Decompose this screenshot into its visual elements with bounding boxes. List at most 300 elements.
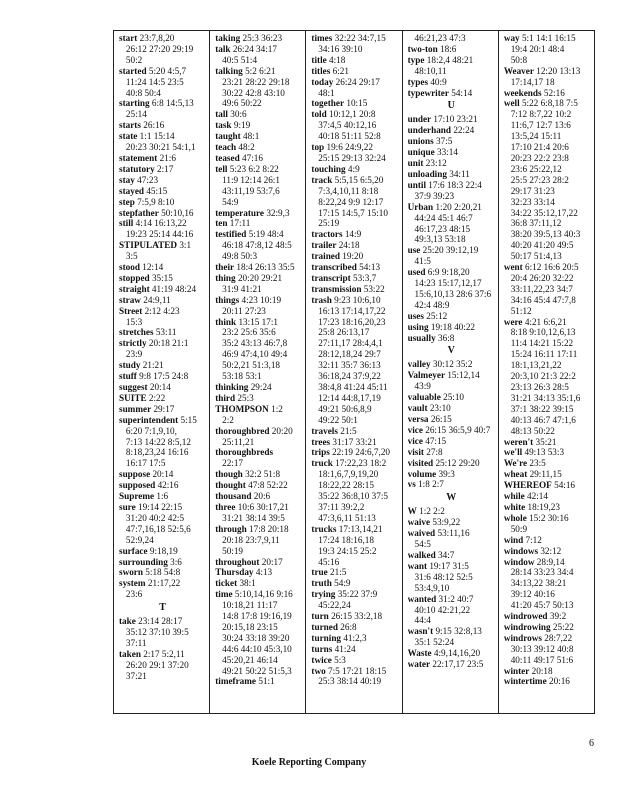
index-word: told — [311, 109, 327, 120]
index-references: 35:1 52:24 — [414, 637, 455, 648]
index-entry — [311, 360, 398, 371]
index-entry — [504, 600, 591, 611]
index-entry — [311, 229, 398, 240]
index-entry — [504, 622, 591, 633]
index-entry — [119, 502, 206, 513]
index-references: 48:10,11 — [414, 65, 447, 76]
index-entry — [119, 327, 206, 338]
index-entry — [119, 251, 206, 262]
index-references: 31:21 34:13 35:1,6 — [510, 392, 581, 403]
index-word: thoroughbred — [215, 425, 270, 436]
index-references: 20:6 — [253, 491, 271, 502]
index-references: 14:23 15:17,12,17 — [414, 278, 482, 289]
index-word: time — [215, 589, 233, 600]
index-word: trees — [311, 436, 331, 447]
index-references: 17:24 18:16,18 — [318, 534, 374, 545]
index-word: still — [119, 218, 134, 229]
index-references: 27:11,17 28:4,4,1 — [318, 338, 383, 349]
index-references: 35:22 37:9 — [337, 589, 378, 600]
index-word: wasn't — [407, 626, 434, 637]
index-entry — [408, 147, 495, 158]
index-entry — [215, 393, 302, 404]
index-references: 38:1 — [239, 578, 256, 589]
index-references: 41:20 45:7 50:13 — [510, 600, 574, 611]
index-references: 1:8 2:7 — [418, 479, 444, 490]
index-references: 40:8 50:4 — [125, 87, 161, 98]
index-entry — [408, 125, 495, 136]
index-entry — [119, 197, 206, 208]
index-word: stayed — [119, 185, 145, 196]
index-entry — [504, 557, 591, 568]
index-references: 38:4,8 41:24 45:11 — [318, 382, 388, 392]
index-references: 42:16 — [157, 480, 179, 491]
index-entry — [311, 589, 398, 600]
index-word: typewriter — [407, 87, 449, 98]
index-references: 17:10 21:4 20:6 — [510, 142, 569, 153]
index-entry — [311, 208, 398, 219]
index-references: 32:9,3 — [266, 207, 290, 218]
index-word: turning — [311, 632, 342, 643]
index-word: used — [407, 267, 426, 278]
index-word: thing — [215, 272, 236, 283]
index-entry — [504, 513, 591, 524]
index-word: Supreme — [119, 491, 155, 502]
index-word: top — [311, 142, 325, 153]
index-references: 5:19 48:4 — [248, 229, 284, 240]
index-references: 31:21 38:14 39:5 — [222, 512, 285, 523]
index-entry — [504, 229, 591, 240]
index-entry — [408, 267, 495, 278]
index-references: 39:12 40:16 — [510, 589, 555, 600]
index-entry — [311, 437, 398, 448]
index-word: stretches — [119, 327, 154, 338]
index-entry — [311, 153, 398, 164]
index-references: 5:23 6:2 8:22 — [229, 163, 279, 174]
index-references: 19:14 22:15 — [137, 501, 183, 512]
index-references: 11:6,7 12:7 13:6 — [510, 120, 571, 131]
index-references: 29:24 — [250, 382, 272, 392]
index-entry — [408, 469, 495, 480]
index-references: 4:9,14,16,20 — [433, 648, 481, 659]
index-entry — [215, 535, 302, 546]
index-references: 9:23 10:6,10 — [334, 294, 381, 305]
index-references: 34:22 35:12,17,22 — [510, 207, 578, 218]
index-references: 50:9 — [510, 523, 528, 534]
index-references: 46:21,23 47:3 — [414, 33, 466, 43]
index-word: volume — [407, 468, 437, 479]
index-references: 2:22 — [148, 392, 166, 403]
index-references: 6:20 7:1,9,10, — [125, 425, 177, 436]
index-word: usually — [407, 332, 436, 343]
index-entry — [215, 120, 302, 131]
index-references: 13:5,24 15:11 — [510, 131, 562, 142]
index-entry — [311, 164, 398, 175]
section-letter: T — [159, 602, 166, 614]
index-references: 38:20 39:5,13 40:3 — [510, 229, 581, 240]
index-references: 44:4 — [414, 615, 431, 626]
index-word: vault — [407, 403, 428, 414]
page-number: 6 — [589, 738, 594, 749]
index-entry — [408, 180, 495, 191]
index-entry — [504, 208, 591, 219]
index-entry — [215, 273, 302, 284]
index-references: 22:17,17 23:5 — [432, 659, 484, 670]
index-word: Street — [119, 305, 143, 316]
index-references: 45:20,21 46:14 — [222, 654, 278, 665]
index-references: 25:5 27:23 28:2 — [510, 174, 569, 185]
index-entry — [311, 88, 398, 99]
index-entry — [311, 338, 398, 349]
index-references: 44:24 45:1 46:7 — [414, 212, 473, 223]
index-word: versa — [407, 414, 429, 424]
index-references: 48:1 — [243, 131, 260, 142]
index-entry — [504, 284, 591, 295]
index-word: THOMPSON — [215, 403, 269, 414]
index-references: 24:18 — [338, 240, 360, 251]
index-entry — [311, 109, 398, 120]
index-references: 20:17 — [261, 556, 283, 567]
index-word: STIPULATED — [119, 240, 178, 251]
index-entry — [215, 371, 302, 382]
index-entry — [504, 404, 591, 415]
section-letter: W — [446, 492, 457, 504]
index-entry — [311, 131, 398, 142]
index-references: 18:1,6,7,9,19,20 — [318, 469, 379, 480]
index-word: think — [215, 316, 237, 327]
index-entry — [408, 615, 495, 626]
index-entry — [215, 306, 302, 317]
index-references: 49:6 50:22 — [222, 98, 262, 109]
index-references: 1:1 15:14 — [139, 131, 175, 142]
index-references: 23:21 28:22 29:18 — [222, 76, 290, 87]
index-entry — [215, 164, 302, 175]
index-entry — [119, 524, 206, 535]
index-word: times — [311, 33, 333, 43]
index-entry — [408, 506, 495, 517]
index-entry — [408, 322, 495, 333]
index-word: want — [407, 560, 428, 571]
index-word: thinking — [215, 382, 249, 392]
index-entry — [215, 109, 302, 120]
index-entry — [119, 513, 206, 524]
index-entry — [408, 425, 495, 436]
index-entry — [504, 66, 591, 77]
index-entry — [504, 88, 591, 99]
index-entry — [408, 213, 495, 224]
index-entry — [504, 197, 591, 208]
index-entry — [311, 393, 398, 404]
index-entry — [119, 66, 206, 77]
index-word: WHEREOF — [503, 480, 552, 491]
index-entry — [215, 240, 302, 251]
index-word: throughout — [215, 556, 260, 567]
index-references: 50:19 — [222, 545, 244, 556]
index-entry — [215, 426, 302, 437]
index-entry — [504, 676, 591, 687]
index-references: 53:11 — [155, 327, 177, 338]
index-entry — [215, 578, 302, 589]
index-entry — [504, 382, 591, 393]
index-references: 31:20 40:2 42:5 — [125, 512, 185, 523]
index-references: 37:9 39:23 — [414, 190, 455, 201]
index-references: 50:2 — [125, 54, 143, 65]
index-word: were — [503, 316, 523, 327]
index-references: 25:8 26:13,17 — [318, 327, 370, 338]
index-word: ten — [215, 218, 228, 229]
index-references: 18:6 — [440, 43, 457, 54]
index-word: windrowing — [503, 621, 551, 632]
index-references: 26:15 33:2,18 — [331, 611, 383, 622]
index-entry — [408, 528, 495, 539]
index-entry — [119, 186, 206, 197]
index-references: 6:12 16:6 20:5 — [525, 262, 579, 273]
index-references: 43:9 — [414, 381, 431, 392]
index-references: 37:4,5 40:12,16 — [318, 120, 377, 131]
index-references: 5:20 4:5,7 — [148, 65, 187, 76]
index-entry — [119, 426, 206, 437]
index-references: 20:4 26:20 32:22 — [510, 272, 574, 283]
index-entry — [408, 517, 495, 528]
index-entry — [504, 447, 591, 458]
index-references: 28:7,22 — [544, 632, 573, 643]
index-entry — [119, 491, 206, 502]
index-entry — [504, 262, 591, 273]
index-entry — [215, 600, 302, 611]
index-references: 26:20 29:1 37:20 — [125, 659, 189, 670]
index-word: weekends — [503, 87, 542, 98]
index-references: 17:10 23:21 — [433, 114, 478, 125]
index-references: 23:12 — [425, 158, 447, 169]
index-references: 5:18 54:8 — [145, 567, 181, 578]
index-entry — [119, 131, 206, 142]
index-references: 9:8 17:5 24:8 — [139, 371, 189, 382]
index-references: 15:2 30:16 — [529, 512, 569, 523]
index-entry — [504, 502, 591, 513]
index-references: 20:14 — [149, 382, 171, 392]
index-word: visited — [407, 457, 434, 468]
index-entry — [504, 633, 591, 644]
index-references: 39:3 — [438, 468, 455, 479]
index-entry — [311, 546, 398, 557]
index-references: 32:23 33:14 — [510, 196, 555, 207]
index-references: 26:12 27:20 29:19 — [125, 43, 194, 54]
index-entry — [311, 666, 398, 677]
index-word: today — [311, 76, 334, 87]
index-entry — [311, 447, 398, 458]
index-entry — [311, 426, 398, 437]
index-references: 29:17 31:23 — [510, 185, 555, 196]
index-word: starts — [119, 120, 141, 131]
index-word: We're — [503, 458, 528, 469]
index-word: Urban — [407, 201, 434, 212]
index-references: 20:18 23:7,9,11 — [222, 534, 280, 545]
index-entry — [215, 284, 302, 295]
index-word: truck — [311, 458, 333, 469]
index-references: 28:14 33:23 34:4 — [510, 567, 574, 578]
index-entry — [311, 622, 398, 633]
index-word: unloading — [407, 168, 447, 179]
index-entry — [119, 546, 206, 557]
index-entry — [504, 524, 591, 535]
index-references: 42:4 48:9 — [414, 299, 450, 310]
index-references: 54:13 — [359, 262, 381, 273]
index-references: 17:14,17 18 — [510, 76, 555, 87]
index-references: 50:2,21 51:3,18 — [222, 360, 281, 371]
index-word: ticket — [215, 578, 238, 589]
index-word: two-ton — [407, 43, 438, 54]
index-references: 7:5 17:21 18:15 — [328, 665, 387, 676]
index-entry — [311, 633, 398, 644]
index-entry — [408, 55, 495, 66]
index-entry — [311, 262, 398, 273]
index-references: 23:2 25:6 35:6 — [222, 327, 276, 338]
index-entry — [119, 589, 206, 600]
index-references: 16:17 17:5 — [125, 458, 166, 469]
index-entry — [408, 550, 495, 561]
index-word: trained — [311, 251, 340, 262]
index-entry — [311, 371, 398, 382]
index-entry — [504, 360, 591, 371]
index-references: 18:1,13,21,22 — [510, 360, 562, 371]
index-word: windrowed — [503, 611, 548, 622]
index-word: windows — [503, 545, 539, 556]
index-entry — [408, 202, 495, 213]
index-entry — [215, 55, 302, 66]
index-entry — [215, 524, 302, 535]
index-references: 37:11 39:2,2 — [318, 501, 365, 512]
index-word: travels — [311, 425, 338, 436]
index-word: three — [215, 501, 236, 512]
index-word: types — [407, 76, 429, 87]
index-references: 5:22 6:8,18 7:5 — [521, 98, 578, 109]
index-entry — [311, 524, 398, 535]
index-references: 53:22 — [363, 283, 385, 294]
index-entry — [215, 251, 302, 262]
index-entry — [311, 611, 398, 622]
index-entry — [504, 491, 591, 502]
index-entry — [119, 458, 206, 469]
index-entry — [311, 513, 398, 524]
index-entry — [408, 370, 495, 381]
index-word: transcript — [311, 272, 351, 283]
index-references: 29:17 — [153, 403, 175, 414]
index-references: 53:9,22 — [432, 517, 461, 528]
index-references: 41:19 48:24 — [151, 283, 197, 294]
index-references: 28:12,18,24 29:7 — [318, 349, 381, 360]
index-references: 23:13 26:3 28:5 — [510, 382, 569, 392]
index-word: unions — [407, 136, 434, 147]
index-entry — [311, 251, 398, 262]
index-word: W — [407, 506, 417, 517]
index-entry — [408, 458, 495, 469]
index-word: weren't — [503, 436, 534, 447]
index-word: Valmeyer — [407, 370, 446, 381]
index-entry — [119, 447, 206, 458]
index-entry — [408, 594, 495, 605]
index-word: turns — [311, 643, 333, 654]
index-entry — [408, 539, 495, 550]
index-word: twice — [311, 654, 332, 665]
index-references: 22:17 — [222, 458, 244, 469]
index-entry — [504, 469, 591, 480]
index-entry — [504, 273, 591, 284]
index-entry — [215, 415, 302, 426]
index-entry — [119, 120, 206, 131]
index-entry — [504, 393, 591, 404]
index-references: 54:5 — [414, 539, 431, 550]
index-entry — [119, 382, 206, 393]
index-references: 2:12 4:23 — [144, 305, 180, 316]
index-entry — [408, 392, 495, 403]
index-entry — [311, 295, 398, 306]
index-references: 5:5,15 6:5,20 — [334, 174, 384, 185]
index-references: 49:13 53:3 — [524, 447, 565, 458]
index-word: unit — [407, 158, 424, 169]
index-entry — [119, 153, 206, 164]
index-entry — [215, 262, 302, 273]
index-word: supposed — [119, 480, 156, 491]
index-references: 32:22 34:7,15 — [334, 33, 386, 43]
index-references: 48:13 50:22 — [510, 425, 555, 436]
index-entry — [119, 567, 206, 578]
index-references: 2:17 — [157, 163, 174, 174]
index-references: 19:20 — [342, 251, 364, 262]
index-references: 2:17 5:2,11 — [143, 648, 185, 659]
index-entry — [408, 659, 495, 670]
index-word: stay — [119, 174, 135, 185]
index-references: 25:3 38:14 40:19 — [318, 676, 382, 687]
index-entry — [215, 208, 302, 219]
index-word: we'll — [503, 447, 523, 458]
index-references: 35:21 — [535, 436, 557, 447]
index-entry — [504, 55, 591, 66]
index-entry — [119, 98, 206, 109]
index-entry — [215, 458, 302, 469]
index-entry — [504, 338, 591, 349]
index-references: 16:13 17:14,17,22 — [318, 305, 386, 316]
index-references: 23:9 — [125, 349, 143, 360]
index-word: suppose — [119, 469, 151, 480]
index-word: suggest — [119, 382, 148, 392]
index-references: 19:6 24:9,22 — [326, 142, 373, 153]
index-references: 1:6 — [156, 491, 169, 502]
index-word: third — [215, 392, 236, 403]
index-entry — [408, 637, 495, 648]
index-references: 31:2 40:7 — [438, 593, 474, 604]
index-entry — [504, 306, 591, 317]
index-entry — [311, 404, 398, 415]
index-references: 20:23 22:2 23:8 — [510, 152, 569, 163]
index-references: 20:11 27:23 — [222, 305, 266, 316]
index-word: temperature — [215, 207, 265, 218]
index-entry — [408, 191, 495, 202]
index-references: 25:12 — [426, 310, 448, 321]
index-references: 40:18 51:11 52:8 — [318, 131, 381, 142]
index-entry — [215, 644, 302, 655]
index-references: 29:11,15 — [529, 469, 562, 480]
index-entry — [215, 360, 302, 371]
index-entry — [311, 567, 398, 578]
index-references: 33:14 — [436, 147, 458, 158]
index-entry — [119, 671, 206, 682]
index-word: water — [407, 659, 431, 670]
index-references: 25:10 — [443, 392, 465, 403]
index-word: teased — [215, 152, 240, 163]
index-references: 41:2,3 — [343, 632, 367, 643]
index-references: 17:13,14,21 — [338, 523, 383, 534]
index-word: Thursday — [215, 567, 254, 578]
index-references: 35:15 — [151, 272, 173, 283]
